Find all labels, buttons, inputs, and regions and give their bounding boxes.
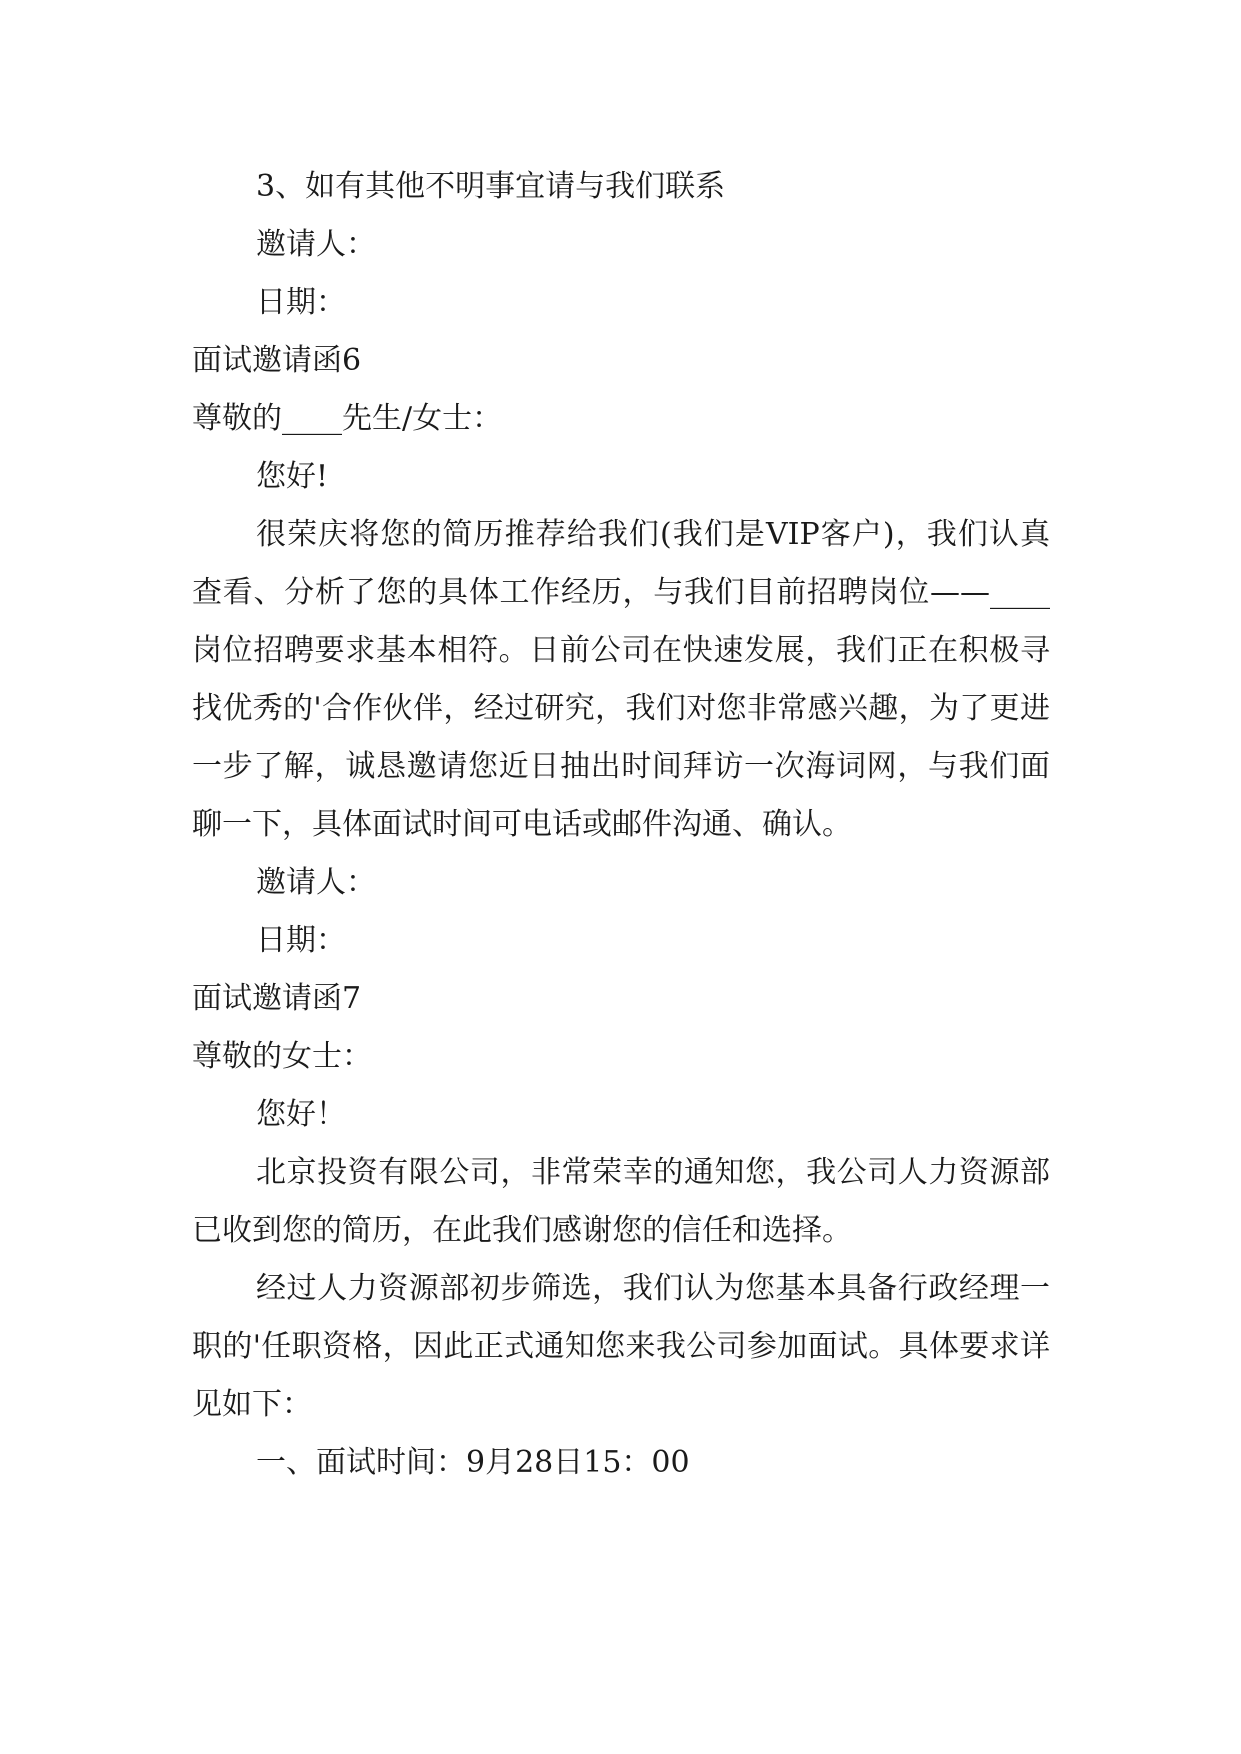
letter-6-date: 日期： bbox=[256, 923, 346, 958]
letter-7-heading: 面试邀请函7 bbox=[192, 981, 362, 1016]
letter-6-heading: 面试邀请函6 bbox=[192, 343, 362, 378]
inviter-label: 邀请人： bbox=[256, 227, 376, 262]
letter-7-greeting: 您好！ bbox=[256, 1097, 346, 1132]
contact-note: 3、如有其他不明事宜请与我们联系 bbox=[256, 169, 726, 204]
letter-6-inviter: 邀请人： bbox=[256, 865, 376, 900]
letter-6-body: 很荣庆将您的简历推荐给我们(我们是VIP客户)，我们认真查看、分析了您的具体工作经历，与我们目前招聘岗位——____岗位招聘要求基本相符。日前公司在快速发展，我们正在积极寻找优秀的'合作伙伴，经过研究，我们对您非常感兴趣，为了更进一步了解，诚恳邀请您近日抽出时间拜访一次海词网，与我们面聊一下，具体面试时间可电话或邮件沟通、确认。 bbox=[192, 517, 1050, 842]
letter-7-body-paragraph-1: 北京投资有限公司，非常荣幸的通知您，我公司人力资源部已收到您的简历，在此我们感谢您的信任和选择。 bbox=[192, 1155, 1050, 1248]
letter-6-greeting: 您好! bbox=[256, 459, 329, 494]
letter-7-salutation: 尊敬的女士： bbox=[192, 1039, 372, 1074]
document-body bbox=[192, 158, 1050, 1492]
letter-6-salutation: 尊敬的____先生/女士： bbox=[192, 401, 503, 436]
letter-7-body-paragraph-2: 经过人力资源部初步筛选，我们认为您基本具备行政经理一职的'任职资格，因此正式通知您来我公司参加面试。具体要求详见如下： bbox=[192, 1271, 1050, 1422]
date-label: 日期： bbox=[256, 285, 346, 320]
interview-time-item: 一、面试时间：9月28日15：00 bbox=[256, 1445, 690, 1480]
